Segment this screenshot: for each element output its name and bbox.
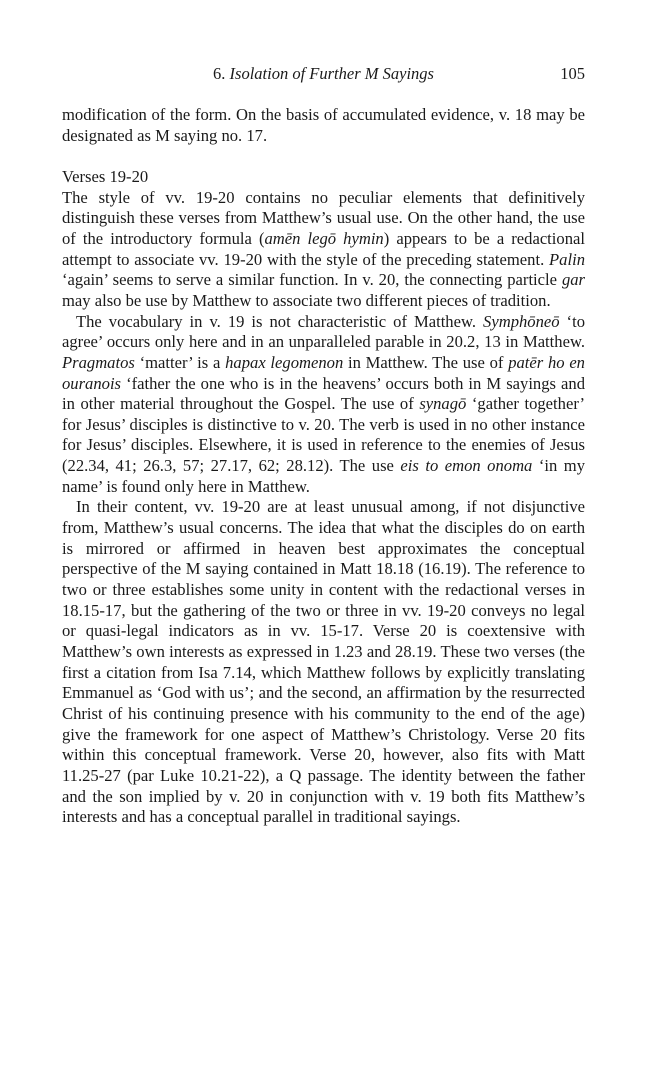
italic-term: Palin xyxy=(549,249,585,269)
book-page xyxy=(62,62,585,828)
chapter-number: 6. xyxy=(213,64,226,83)
running-title xyxy=(62,62,585,86)
paragraph-vocabulary: The vocabulary in v. 19 is not characteristic of Matthew. Symphōneō ‘to agree’ occurs only here and in an unparalleled parable in 20.2, 13 in Matthew. Pragmatos ‘matter’ is a hapax legomenon in Matthew. The use of patēr ho en ouranois ‘father the one who is in the heavens’ occurs both in M sayings and in other material throughout the Gospel. The use of synagō ‘gather together’ for Jesus’ disciples is distinctive to v. 20. The verb is used in no other instance for Jesus’ disciples. Elsewhere, it is used in reference to the enemies of Jesus (22.34, 41; 26.3, 57; 27.17, 62; 28.12). The use eis to emon onoma ‘in my name’ is found only here in Matthew. xyxy=(62,311,585,496)
italic-term: hapax legomenon xyxy=(225,352,344,372)
italic-term: amēn legō hymin xyxy=(264,228,384,248)
paragraph-style: The style of vv. 19-20 contains no peculiar elements that definitively distinguish these verses from Matthew’s usual use. On the other hand, the use of the introductory formula (amēn legō hymin) appears to be a redactional attempt to associate vv. 19-20 with the style of the preceding statement. Palin ‘again’ seems to serve a similar function. In v. 20, the connecting particle gar may also be use by Matthew to associate two different pieces of tradition. xyxy=(62,187,585,310)
chapter-title: Isolation of Further M Sayings xyxy=(229,64,434,83)
section-heading: Verses 19-20 xyxy=(62,166,149,186)
paragraph-continued: modification of the form. On the basis of accumulated evidence, v. 18 may be designated as M saying no. 17. xyxy=(62,105,585,145)
page-number: 105 xyxy=(560,64,585,83)
italic-term: Pragmatos xyxy=(62,352,135,372)
italic-term: synagō xyxy=(419,394,467,414)
body-text xyxy=(62,105,585,828)
italic-term: eis to emon onoma xyxy=(400,456,533,476)
italic-term: gar xyxy=(561,270,585,290)
running-head xyxy=(62,62,585,86)
italic-term: patēr ho en ouranois xyxy=(62,352,585,393)
paragraph-content: In their content, vv. 19-20 are at least unusual among, if not disjunctive from, Matthew’s usual concerns. The idea that what the disciples do on earth is mirrored or affirmed in heaven best approximates the conceptual perspective of the M saying contained in Matt 18.18 (16.19). The reference to two or three establishes some unity in content with the redactional verses in 18.15-17, but the gathering of the two or three in vv. 19-20 conveys no legal or quasi-legal indicators as in vv. 15-17. Verse 20 is coextensive with Matthew’s own interests as expressed in 1.23 and 28.19. These two verses (the first a citation from Isa 7.14, which Matthew follows by explicitly translating Emmanuel as ‘God with us’; and the second, an affirmation by the resurrected Christ of his continuing presence with his community to the end of the age) give the framework for one aspect of Matthew’s Christology. Verse 20 fits within this conceptual framework. Verse 20, however, also fits with Matt 11.25-27 (par Luke 10.21-22), a Q passage. The identity between the father and the son implied by v. 20 in conjunction with v. 19 both fits Matthew’s interests and has a conceptual parallel in traditional sayings. xyxy=(62,497,585,827)
italic-term: Symphōneō xyxy=(483,311,560,331)
